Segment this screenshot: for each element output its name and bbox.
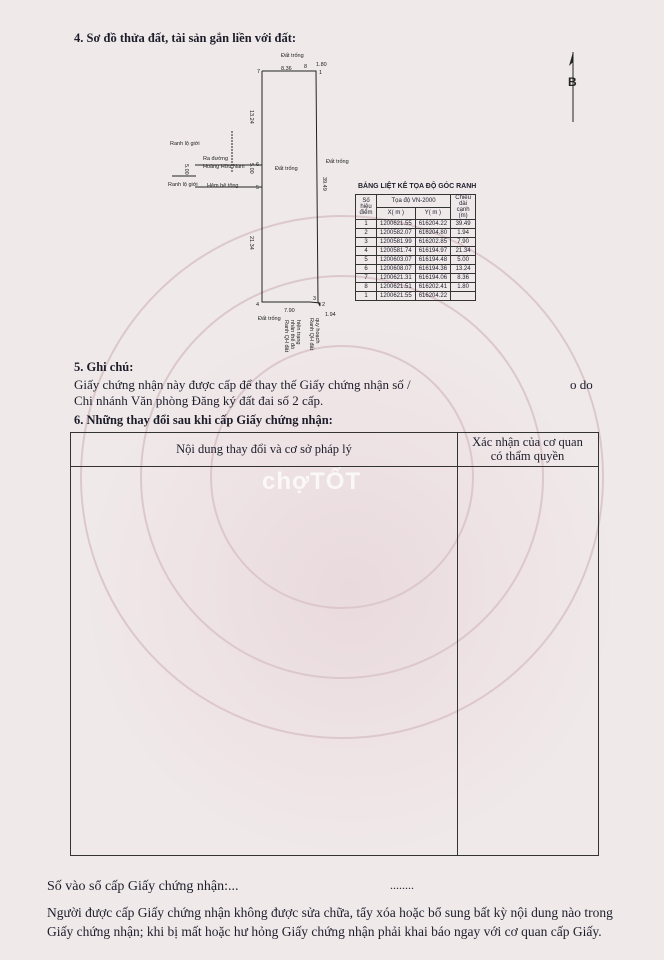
note-line-2: Chi nhánh Văn phòng Đăng ký đất đai số 2 cấp. [74,393,324,408]
note-line-1-tail: o do [570,377,593,392]
point-6: 6 [256,162,260,168]
dim-5-00-a: 5.00 [248,163,254,174]
coord-cell-x: 1200582.07 [377,229,416,238]
coord-table-row [356,292,476,301]
coord-table-row [356,238,476,247]
coord-cell-x: 1200581.99 [377,238,416,247]
ra-duong-label: Ra đường [203,156,229,162]
col-x-header: X( m ) [377,207,416,220]
ranh-lo-gioi-top: Ranh lộ giới [170,141,200,147]
ranh-quy-2: quy hoạch [314,318,320,344]
top-dim-right: 1.80 [316,62,327,68]
plot-boundary [262,70,323,306]
changes-col-confirm-header [457,435,598,463]
col-y-header: Y( m ) [415,207,450,220]
coord-cell-length: 5.00 [451,256,476,265]
point-3: 3 [313,296,317,302]
top-label: Đất trống [281,53,304,59]
coord-cell-x: 1200581.74 [377,247,416,256]
coord-cell-x: 1200621.51 [377,283,416,292]
col-coord-header: Tọa độ VN-2000 [377,195,451,208]
dim-39-49: 39.49 [321,177,327,191]
coord-cell-length: 21.34 [451,247,476,256]
bottom-label: Đất trống [258,316,281,322]
coord-cell-y: 616194.48 [415,256,450,265]
warning-line-1: Người được cấp Giấy chứng nhận không được sửa chữa, tẩy xóa hoặc bổ sung bất kỳ nội dung nào trong [47,905,613,920]
dim-1-94: 1.94 [325,312,336,318]
changes-col-content-header: Nội dung thay đổi và cơ sở pháp lý [176,442,352,456]
section-5-heading: 5. Ghi chú: [74,360,134,374]
section-6-heading: 6. Những thay đổi sau khi cấp Giấy chứng nhận: [74,413,333,427]
coord-table-row [356,247,476,256]
ranh-nhan-1: Ranh QH đất [283,320,289,353]
coord-cell-length: 7.90 [451,238,476,247]
so-vao-so-label: Số vào sổ cấp Giấy chứng nhận:... [47,879,239,894]
coord-cell-length: 8.36 [451,274,476,283]
coord-cell-length: 13.24 [451,265,476,274]
coord-cell-y: 616204.22 [415,220,450,229]
coord-cell-length: 1.94 [451,229,476,238]
svg-text:B: B [568,75,577,89]
coord-cell-point: 4 [356,247,377,256]
changes-col-confirm-line-2: có thẩm quyền [490,449,565,463]
coord-cell-x: 1200603.07 [377,256,416,265]
dim-5-00-b: 5.00 [183,164,189,175]
coord-cell-y: 616202.41 [415,283,450,292]
point-8: 8 [304,64,308,70]
top-dim-left: 8.36 [281,66,292,72]
coord-cell-y: 616194.97 [415,247,450,256]
north-arrow-icon [568,52,577,122]
coord-table-row [356,256,476,265]
coord-cell-length: 39.49 [451,220,476,229]
coord-cell-y: 616194.06 [415,274,450,283]
ranh-lo-gioi-bottom: Ranh lộ giới [168,182,198,188]
right-label: Đất trống [326,159,349,165]
coord-cell-point: 6 [356,265,377,274]
coord-table-row [356,229,476,238]
ranh-nhan-2: nhân thể đó [289,320,295,350]
watermark-logo: chợTỐT [262,468,362,495]
coord-cell-point: 3 [356,238,377,247]
coord-table-title: BẢNG LIỆT KÊ TỌA ĐỘ GÓC RANH [358,183,477,190]
coord-cell-length: 1.80 [451,283,476,292]
ranh-nhan-3: hiện trạng [295,320,301,345]
coord-table-row [356,283,476,292]
changes-col-confirm-line-1: Xác nhận của cơ quan [472,435,583,449]
col-point-header: Số hiệu điểm [356,195,377,220]
coord-cell-point: 8 [356,283,377,292]
point-4: 4 [256,302,260,308]
point-1: 1 [319,70,323,76]
changes-table-header-line [71,466,598,467]
coord-cell-point: 1 [356,220,377,229]
coord-table-body [356,220,476,301]
point-7: 7 [257,69,261,75]
warning-line-2: Giấy chứng nhận; khi bị mất hoặc hư hỏng Giấy chứng nhận phải khai báo ngay với cơ quan cấp Giấy. [47,924,602,939]
coord-cell-point: 1 [356,292,377,301]
coord-cell-point: 7 [356,274,377,283]
point-2: 2 [322,302,326,308]
coord-cell-y: 616202.85 [415,238,450,247]
dim-21-34: 21.34 [248,236,254,250]
changes-table-divider [457,433,458,855]
coord-table-row [356,265,476,274]
so-vao-so-dots: ........ [390,878,414,892]
land-plot-diagram [0,0,664,353]
center-label: Đất trống [275,166,298,172]
coord-cell-y: 616204.80 [415,229,450,238]
road-name-label: Hoàng Hữu Nam [203,164,245,170]
coord-cell-y: 616194.36 [415,265,450,274]
section-4-heading: 4. Sơ đồ thửa đất, tài sản gắn liền với đất: [74,31,297,45]
coord-cell-length [451,292,476,301]
coord-table-row [356,220,476,229]
dim-7-90: 7.90 [284,308,295,314]
note-line-1: Giấy chứng nhận này được cấp để thay thế Giấy chứng nhận số / [74,377,411,392]
point-5: 5 [256,185,260,191]
coord-cell-point: 2 [356,229,377,238]
coord-cell-point: 5 [356,256,377,265]
dim-13-24: 13.24 [248,110,254,124]
coord-table [355,194,476,301]
coord-cell-x: 1200608.07 [377,265,416,274]
hem-label: Hẻm bê tông [207,183,239,189]
coord-cell-x: 1200621.55 [377,292,416,301]
coord-cell-y: 616204.22 [415,292,450,301]
ranh-quy-1: Ranh QH đất [308,318,314,351]
coord-cell-x: 1200621.31 [377,274,416,283]
col-length-header: Chiều dài cạnh (m) [451,195,476,220]
coord-table-row [356,274,476,283]
coord-cell-x: 1200621.55 [377,220,416,229]
